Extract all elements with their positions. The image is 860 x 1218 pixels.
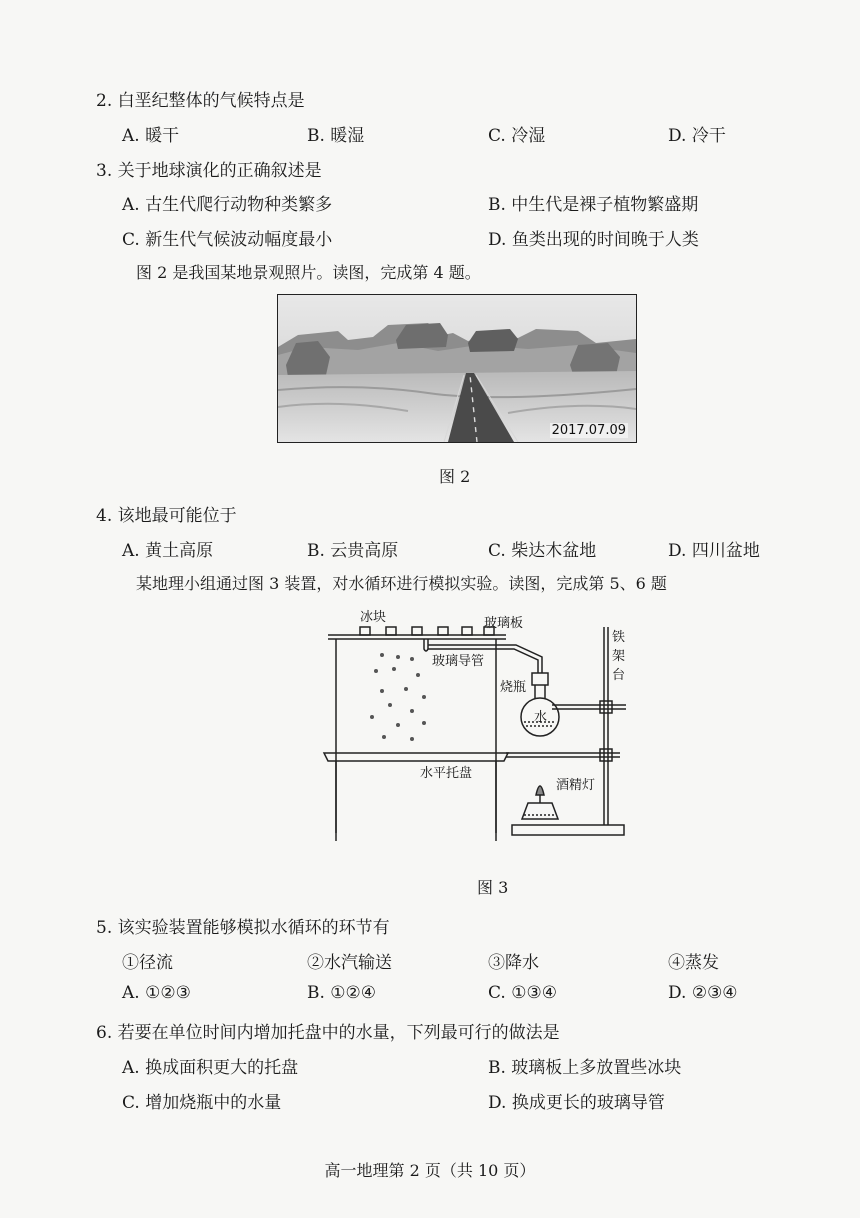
landscape-photo-graphic: [278, 295, 636, 442]
q5-item-4: ④蒸发: [668, 953, 719, 973]
landscape-photo: [277, 294, 637, 443]
question-2-stem: 2. 白垩纪整体的气候特点是: [96, 91, 305, 111]
label-stand-3: 台: [612, 668, 626, 683]
q3-option-d: D. 鱼类出现的时间晚于人类: [488, 230, 699, 250]
label-ice: 冰块: [360, 610, 387, 625]
label-stand-1: 铁: [612, 630, 626, 645]
apparatus-diagram: [320, 605, 640, 845]
q5-option-d: D. ②③④: [668, 983, 738, 1003]
label-water: 水: [534, 710, 548, 725]
page-footer: 高一地理第 2 页（共 10 页）: [324, 1161, 536, 1180]
q5-item-3: ③降水: [488, 953, 539, 973]
figure-2-intro: 图 2 是我国某地景观照片。读图，完成第 4 题。: [136, 263, 481, 282]
q5-item-2: ②水汽输送: [307, 953, 392, 973]
q3-option-a: A. 古生代爬行动物种类繁多: [122, 195, 333, 215]
q5-option-c: C. ①③④: [488, 983, 557, 1003]
q5-option-a: A. ①②③: [122, 983, 191, 1003]
q4-option-c: C. 柴达木盆地: [488, 541, 597, 561]
q2-option-a: A. 暖干: [122, 126, 180, 146]
question-6-stem: 6. 若要在单位时间内增加托盘中的水量，下列最可行的做法是: [96, 1023, 560, 1043]
q4-option-a: A. 黄土高原: [122, 541, 214, 561]
label-stand-2: 架: [612, 649, 626, 664]
q5-option-b: B. ①②④: [307, 983, 377, 1003]
question-3-stem: 3. 关于地球演化的正确叙述是: [96, 161, 322, 181]
label-glass-plate: 玻璃板: [484, 616, 524, 631]
q2-option-c: C. 冷湿: [488, 126, 546, 146]
photo-date-stamp: 2017.07.09: [551, 423, 626, 438]
q6-option-b: B. 玻璃板上多放置些冰块: [488, 1058, 682, 1078]
label-flask: 烧瓶: [500, 680, 527, 695]
q4-option-d: D. 四川盆地: [668, 541, 760, 561]
q3-option-c: C. 新生代气候波动幅度最小: [122, 230, 333, 250]
q6-option-d: D. 换成更长的玻璃导管: [488, 1093, 665, 1113]
q6-option-c: C. 增加烧瓶中的水量: [122, 1093, 282, 1113]
label-lamp: 酒精灯: [556, 778, 596, 793]
figure-3-intro: 某地理小组通过图 3 装置，对水循环进行模拟实验。读图，完成第 5、6 题: [136, 574, 667, 593]
label-glass-tube: 玻璃导管: [432, 654, 485, 669]
water-cycle-apparatus: [320, 605, 640, 849]
figure-2-caption: 图 2: [439, 467, 471, 486]
figure-3-caption: 图 3: [477, 878, 509, 897]
q6-option-a: A. 换成面积更大的托盘: [122, 1058, 299, 1078]
q4-option-b: B. 云贵高原: [307, 541, 399, 561]
q3-option-b: B. 中生代是裸子植物繁盛期: [488, 195, 699, 215]
q5-item-1: ①径流: [122, 953, 173, 973]
q2-option-b: B. 暖湿: [307, 126, 365, 146]
q2-option-d: D. 冷干: [668, 126, 726, 146]
question-4-stem: 4. 该地最可能位于: [96, 506, 237, 526]
label-tray: 水平托盘: [420, 766, 473, 781]
question-5-stem: 5. 该实验装置能够模拟水循环的环节有: [96, 918, 390, 938]
